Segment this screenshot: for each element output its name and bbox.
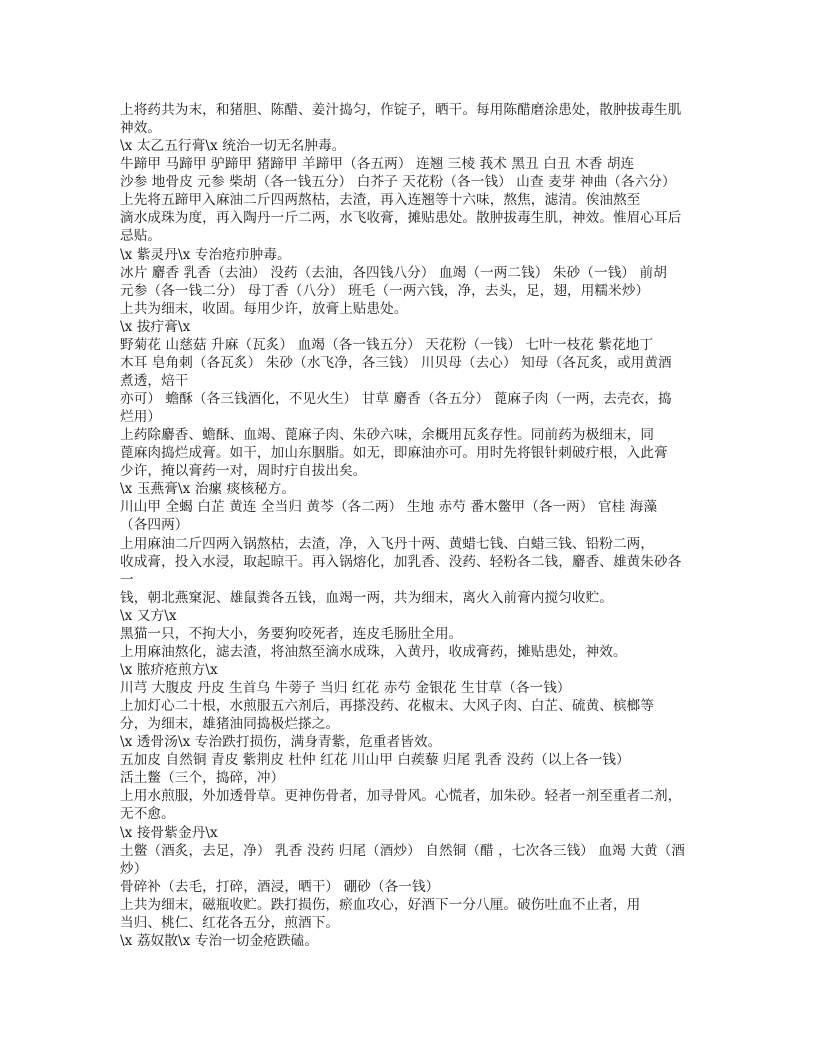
- text-line: 烂用）: [120, 409, 162, 426]
- recipe-heading: \x 太乙五行膏\x 统治一切无名肿毒。: [120, 138, 346, 155]
- text-line: 上先将五蹄甲入麻油二斤四两熬枯，去渣，再入连翘等十六味，熬焦，滤清。俟油熬至: [120, 192, 641, 209]
- text-line: 川芎 大腹皮 丹皮 生首乌 牛蒡子 当归 红花 赤芍 金银花 生甘草（各一钱）: [120, 680, 571, 696]
- text-line: 野菊花 山慈菇 升麻（瓦炙） 血竭（各一钱五分） 天花粉（一钱） 七叶一枝花 紫花地丁: [120, 336, 654, 353]
- text-line: 亦可） 蟾酥（各三钱酒化，不见火生） 甘草 麝香（各五分） 蓖麻子肉（一两，去壳衣，捣: [120, 391, 672, 407]
- text-line: 煮透，焙干: [120, 372, 189, 389]
- text-line: 少许，掩以膏药一对，周时疔自拔出矣。: [120, 463, 367, 480]
- recipe-heading: \x 玉燕膏\x 治瘰 痰核秘方。: [120, 481, 296, 498]
- text-line: 五加皮 自然铜 青皮 紫荆皮 杜仲 红花 川山甲 白蒺藜 归尾 乳香 没药（以上各一钱）: [120, 752, 630, 769]
- text-line: 蓖麻肉捣烂成膏。如干，加山东胭脂。如无，即麻油亦可。用时先将银针刺破疔根，入此膏: [120, 445, 668, 462]
- text-line: 上药除麝香、蟾酥、血竭、蓖麻子肉、朱砂六味，余概用瓦炙存性。同前药为极细末，同: [120, 427, 655, 444]
- text-line: （各四两）: [120, 517, 189, 534]
- text-line: 木耳 皂角刺（各瓦炙） 朱砂（水飞净，各三钱） 川贝母（去心） 知母（各瓦炙，或用黄酒: [120, 354, 672, 371]
- text-line: 收成膏，投入水浸，取起晾干。再入锅熔化，加乳香、没药、轻粉各二钱，麝香、雄黄朱砂各: [120, 553, 682, 570]
- text-line: 上用麻油熬化，滤去渣，将油熬至滴水成珠，入黄丹，收成膏药，摊贴患处，神效。: [120, 643, 627, 660]
- text-line: 沙参 地骨皮 元参 柴胡（各一钱五分） 白芥子 天花粉（各一钱） 山查 麦芽 神曲（各六分）: [120, 174, 676, 191]
- text-line: 冰片 麝香 乳香（去油） 没药（去油，各四钱八分） 血竭（一两二钱） 朱砂（一钱） 前胡: [120, 264, 667, 281]
- recipe-heading: \x 又方\x: [120, 607, 177, 624]
- text-line: 骨碎补（去毛，打碎，酒浸，晒干） 硼砂（各一钱）: [120, 878, 440, 895]
- text-line: 黑猫一只，不拘大小，务要狗咬死者，连皮毛肠肚全用。: [120, 625, 463, 642]
- text-line: 上将药共为末，和猪胆、陈醋、姜汁捣匀，作锭子，晒干。每用陈醋磨涂患处，散肿拔毒生肌: [120, 102, 682, 118]
- text-line: 上用水煎服，外加透骨草。更神伤骨者，加寻骨风。心慌者，加朱砂。轻者一剂至重者二剂，: [120, 788, 682, 805]
- text-line: 当归、桃仁、红花各五分，煎酒下。: [120, 914, 340, 931]
- text-line: 上用麻油二斤四两入锅熬枯，去渣，净，入飞丹十两、黄蜡七钱、白蜡三钱、铅粉二两，: [120, 535, 655, 552]
- recipe-heading: \x 拔疔膏\x: [120, 318, 191, 335]
- text-line: 元参（各一钱二分） 母丁香（八分） 班毛（一两六钱，净，去头，足，翅，用糯米炒）: [120, 282, 650, 299]
- text-line: 钱，朝北燕窠泥、雄鼠粪各五钱，血竭一两，共为细末，离火入前膏内搅匀收贮。: [120, 589, 613, 606]
- text-line: 滴水成珠为度，再入陶丹一斤二两，水飞收膏，摊贴患处。散肿拔毒生肌，神效。惟眉心耳后: [120, 210, 682, 227]
- text-line: 上加灯心二十根，水煎服五六剂后，再搽没药、花椒末、大风子肉、白芷、硫黄、槟榔等: [120, 698, 655, 715]
- document-page: [120, 101, 700, 950]
- text-line: 活土鳖（三个，捣碎，冲）: [120, 770, 285, 787]
- text-line: 忌贴。: [120, 228, 162, 245]
- text-line: 无不愈。: [120, 806, 175, 823]
- text-line: 上共为细末，收固。每用少许，放膏上贴患处。: [120, 300, 408, 317]
- text-line: 一: [120, 571, 134, 588]
- text-line: 分，为细末，雄猪油同捣极烂搽之。: [120, 716, 340, 733]
- text-line: 上共为细末，磁瓶收贮。跌打损伤，瘀血攻心，好酒下一分八厘。破伤吐血不止者，用: [120, 896, 641, 913]
- recipe-heading: \x 透骨汤\x 专治跌打损伤，满身青紫，危重者皆效。: [120, 734, 442, 751]
- recipe-heading: \x 荔奴散\x 专治一切金疮跌磕。: [120, 932, 319, 949]
- recipe-heading: \x 紫灵丹\x 专治疮疖肿毒。: [120, 246, 291, 263]
- text-line: 炒）: [120, 860, 148, 877]
- recipe-heading: \x 接骨紫金丹\x: [120, 824, 218, 841]
- recipe-heading: \x 脓疥疮煎方\x: [120, 661, 218, 678]
- text-line: 土鳖（酒炙，去足，净） 乳香 没药 归尾（酒炒） 自然铜（醋 ，七次各三钱） 血竭 大黄（酒: [120, 842, 686, 859]
- text-line: 川山甲 全蝎 白芷 黄连 全当归 黄芩（各二两） 生地 赤芍 番木鳖甲（各一两） 官桂 海藻: [120, 499, 658, 516]
- text-line: 牛蹄甲 马蹄甲 驴蹄甲 猪蹄甲 羊蹄甲（各五两） 连翘 三棱 莪术 黑丑 白丑 木香 胡连: [120, 156, 635, 173]
- text-line: 神效。: [120, 120, 162, 137]
